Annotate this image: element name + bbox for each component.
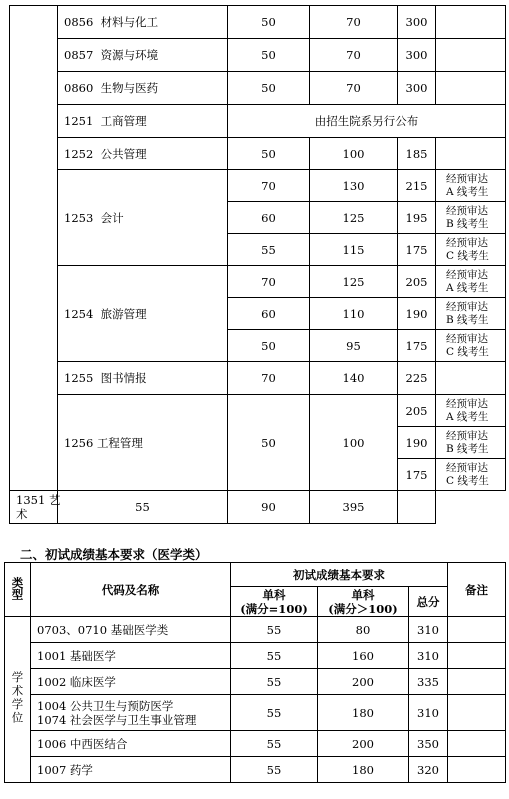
remark-cell: 经预审达 A 线考生 <box>436 266 506 298</box>
remark-cell <box>436 6 506 39</box>
program-cell: 0856 材料与化工 <box>58 6 228 39</box>
remark-cell: 经预审达 A 线考生 <box>436 170 506 202</box>
total-score: 300 <box>398 6 436 39</box>
header-total: 总分 <box>409 587 448 617</box>
major-subject-score: 70 <box>310 6 398 39</box>
program-cell: 1252 公共管理 <box>58 138 228 170</box>
total-score: 175 <box>398 234 436 266</box>
major-subject-score: 200 <box>318 669 409 695</box>
total-score: 195 <box>398 202 436 234</box>
table-row <box>5 617 506 643</box>
major-subject-score: 115 <box>310 234 398 266</box>
table-row <box>10 362 506 395</box>
table-row <box>10 39 506 72</box>
total-score: 300 <box>398 39 436 72</box>
major-subject-score: 100 <box>310 138 398 170</box>
major-subject-score: 140 <box>310 362 398 395</box>
score-table-professional <box>9 5 506 524</box>
program-cell: 0860 生物与医药 <box>58 72 228 105</box>
category-cell: 学术学位 <box>5 617 31 783</box>
major-subject-score: 160 <box>318 643 409 669</box>
remark-cell: 经预审达 B 线考生 <box>436 427 506 459</box>
total-score: 310 <box>409 643 448 669</box>
table-row <box>10 266 506 298</box>
single-subject-score: 55 <box>231 617 318 643</box>
table-row <box>10 6 506 39</box>
major-subject-score: 125 <box>310 266 398 298</box>
table-row <box>5 731 506 757</box>
major-subject-score: 95 <box>310 330 398 362</box>
table-row <box>10 491 506 524</box>
remark-cell: 经预审达 C 线考生 <box>436 234 506 266</box>
total-score: 310 <box>409 617 448 643</box>
single-subject-score: 55 <box>58 491 228 524</box>
single-subject-score: 70 <box>228 266 310 298</box>
header-type: 类型 <box>5 563 31 617</box>
blank-cell <box>10 6 58 491</box>
table-row <box>5 695 506 731</box>
remark-cell <box>398 491 436 524</box>
total-score: 205 <box>398 266 436 298</box>
single-subject-score: 50 <box>228 72 310 105</box>
single-subject-score: 55 <box>231 695 318 731</box>
header-code-name: 代码及名称 <box>31 563 231 617</box>
major-subject-score: 130 <box>310 170 398 202</box>
table-row <box>5 643 506 669</box>
total-score: 350 <box>409 731 448 757</box>
remark-cell <box>448 617 506 643</box>
total-score: 190 <box>398 427 436 459</box>
header-row <box>5 563 506 587</box>
major-subject-score: 180 <box>318 757 409 783</box>
remark-cell <box>436 138 506 170</box>
total-score: 185 <box>398 138 436 170</box>
single-subject-score: 55 <box>231 731 318 757</box>
program-cell: 1251 工商管理 <box>58 105 228 138</box>
remark-cell <box>448 695 506 731</box>
program-cell: 1004 公共卫生与预防医学 1074 社会医学与卫生事业管理 <box>31 695 231 731</box>
table-row <box>10 105 506 138</box>
total-score: 395 <box>310 491 398 524</box>
single-subject-score: 55 <box>231 643 318 669</box>
table-row <box>10 395 506 427</box>
total-score: 175 <box>398 459 436 491</box>
total-score: 175 <box>398 330 436 362</box>
single-subject-score: 50 <box>228 39 310 72</box>
total-score: 320 <box>409 757 448 783</box>
remark-cell <box>448 669 506 695</box>
program-cell: 1253 会计 <box>58 170 228 266</box>
program-cell: 1007 药学 <box>31 757 231 783</box>
single-subject-score: 55 <box>231 669 318 695</box>
merged-note-cell: 由招生院系另行公布 <box>228 105 506 138</box>
remark-cell <box>448 731 506 757</box>
program-cell: 1256 工程管理 <box>58 395 228 491</box>
header-single1: 单科 (满分=100) <box>231 587 318 617</box>
remark-cell <box>436 39 506 72</box>
single-subject-score: 50 <box>228 138 310 170</box>
program-cell: 1254 旅游管理 <box>58 266 228 362</box>
header-group: 初试成绩基本要求 <box>231 563 448 587</box>
major-subject-score: 70 <box>310 39 398 72</box>
major-subject-score: 100 <box>310 395 398 491</box>
major-subject-score: 110 <box>310 298 398 330</box>
remark-cell: 经预审达 A 线考生 <box>436 395 506 427</box>
total-score: 300 <box>398 72 436 105</box>
single-subject-score: 55 <box>231 757 318 783</box>
major-subject-score: 180 <box>318 695 409 731</box>
program-cell: 1255 图书情报 <box>58 362 228 395</box>
table-row <box>5 757 506 783</box>
program-cell: 0857 资源与环境 <box>58 39 228 72</box>
table-row <box>5 669 506 695</box>
remark-cell: 经预审达 C 线考生 <box>436 330 506 362</box>
major-subject-score: 70 <box>310 72 398 105</box>
program-cell: 1002 临床医学 <box>31 669 231 695</box>
total-score: 335 <box>409 669 448 695</box>
single-subject-score: 70 <box>228 362 310 395</box>
header-single2: 单科 (满分＞100) <box>318 587 409 617</box>
remark-cell: 经预审达 B 线考生 <box>436 202 506 234</box>
program-cell: 1001 基础医学 <box>31 643 231 669</box>
major-subject-score: 80 <box>318 617 409 643</box>
remark-cell <box>436 362 506 395</box>
total-score: 310 <box>409 695 448 731</box>
single-subject-score: 60 <box>228 202 310 234</box>
single-subject-score: 55 <box>228 234 310 266</box>
total-score: 225 <box>398 362 436 395</box>
total-score: 215 <box>398 170 436 202</box>
major-subject-score: 90 <box>228 491 310 524</box>
table-row <box>10 72 506 105</box>
single-subject-score: 50 <box>228 6 310 39</box>
program-cell: 1351 艺术 <box>10 491 58 524</box>
remark-cell: 经预审达 B 线考生 <box>436 298 506 330</box>
program-cell: 0703、0710 基础医学类 <box>31 617 231 643</box>
program-cell: 1006 中西医结合 <box>31 731 231 757</box>
remark-cell: 经预审达 C 线考生 <box>436 459 506 491</box>
total-score: 205 <box>398 395 436 427</box>
remark-cell <box>448 757 506 783</box>
major-subject-score: 125 <box>310 202 398 234</box>
single-subject-score: 60 <box>228 298 310 330</box>
remark-cell <box>448 643 506 669</box>
table-row <box>10 170 506 202</box>
major-subject-score: 200 <box>318 731 409 757</box>
score-table-medical <box>4 562 506 783</box>
single-subject-score: 50 <box>228 395 310 491</box>
total-score: 190 <box>398 298 436 330</box>
header-remark: 备注 <box>448 563 506 617</box>
single-subject-score: 50 <box>228 330 310 362</box>
table-row <box>10 138 506 170</box>
remark-cell <box>436 72 506 105</box>
section-title: 二、初试成绩基本要求（医学类） <box>20 547 208 562</box>
single-subject-score: 70 <box>228 170 310 202</box>
